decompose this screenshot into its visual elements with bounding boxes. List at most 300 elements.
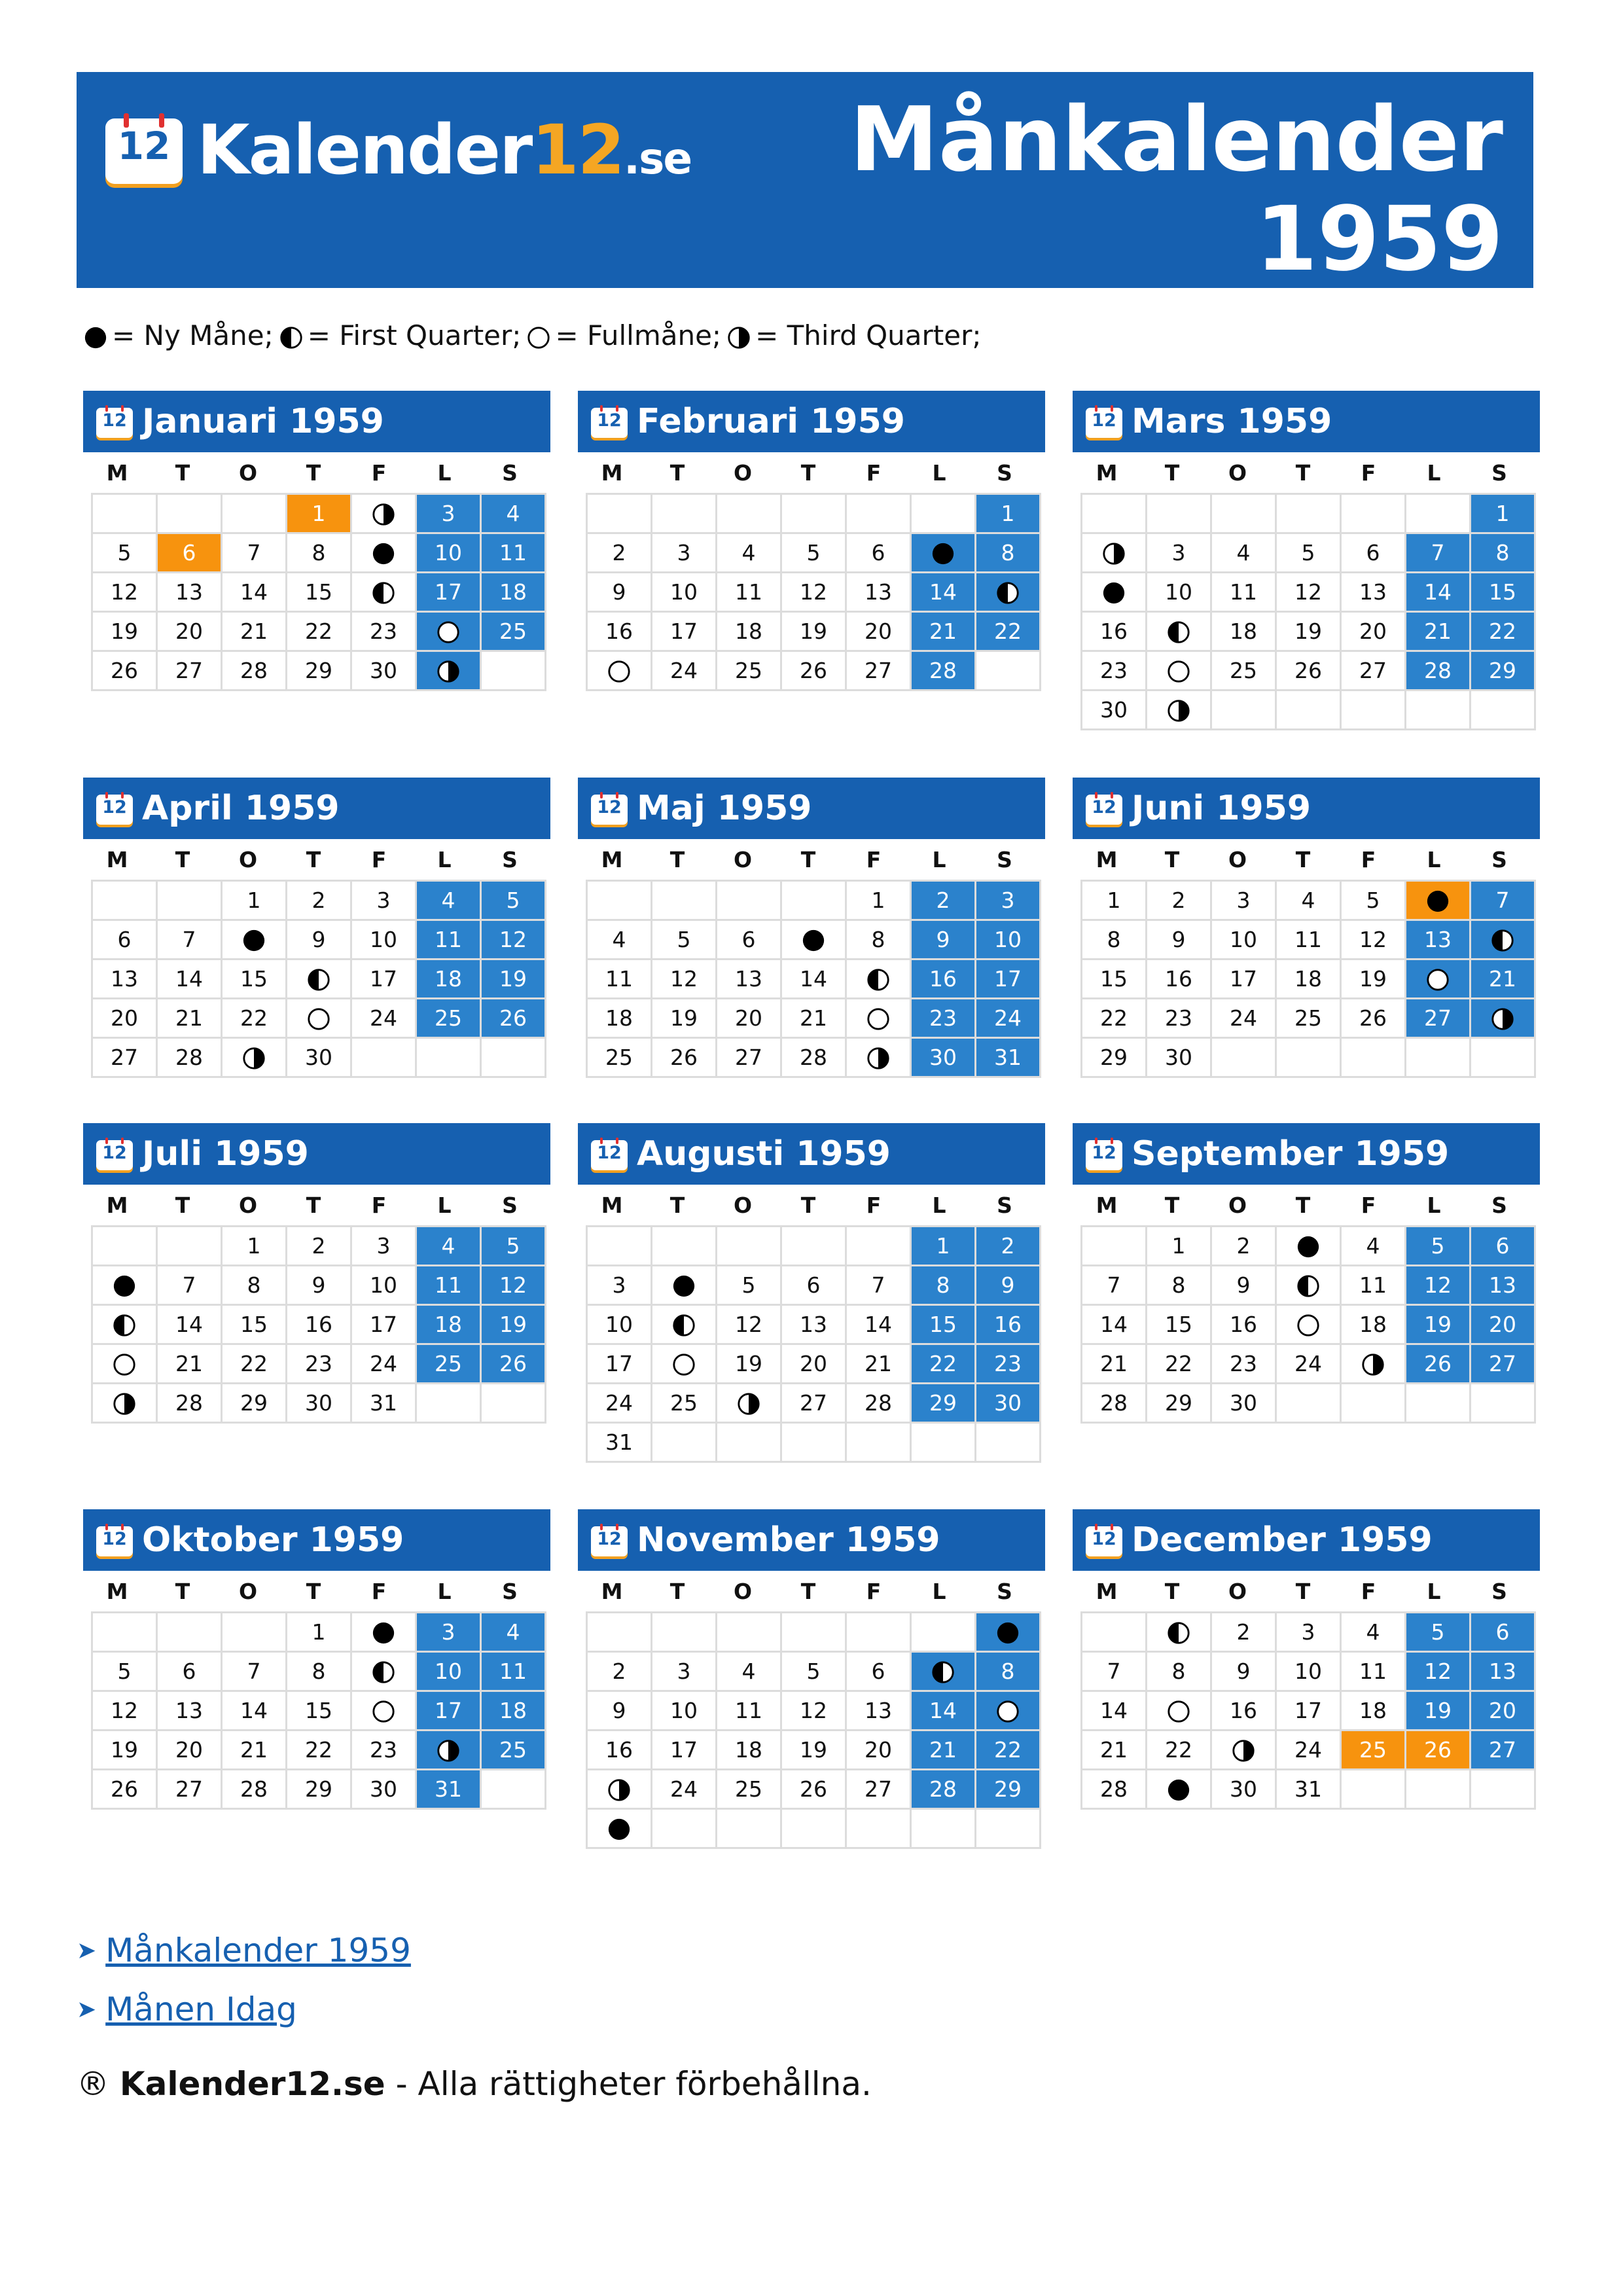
day-cell[interactable]: 11 <box>416 920 481 960</box>
day-cell[interactable]: 26 <box>481 999 546 1038</box>
day-cell[interactable] <box>351 573 416 612</box>
day-cell[interactable]: 9 <box>1211 1652 1276 1691</box>
day-cell[interactable]: 10 <box>351 1266 416 1305</box>
day-cell[interactable]: 18 <box>481 573 546 612</box>
day-cell[interactable]: 5 <box>1406 1227 1471 1266</box>
day-cell[interactable]: 3 <box>1276 1613 1341 1652</box>
day-cell[interactable]: 7 <box>222 533 287 573</box>
day-cell[interactable]: 26 <box>92 651 157 691</box>
day-cell[interactable]: 22 <box>976 1731 1041 1770</box>
day-cell[interactable]: 14 <box>846 1305 911 1344</box>
day-cell[interactable]: 13 <box>846 1691 911 1731</box>
day-cell[interactable]: 22 <box>287 612 351 651</box>
day-cell[interactable]: 23 <box>976 1344 1041 1384</box>
day-cell[interactable]: 17 <box>351 960 416 999</box>
day-cell[interactable]: 16 <box>976 1305 1041 1344</box>
day-cell[interactable]: 13 <box>781 1305 846 1344</box>
day-cell[interactable] <box>416 1731 481 1770</box>
day-cell[interactable]: 14 <box>1082 1305 1147 1344</box>
day-cell[interactable]: 8 <box>1082 920 1147 960</box>
day-cell[interactable] <box>351 533 416 573</box>
day-cell[interactable]: 5 <box>481 1227 546 1266</box>
day-cell[interactable]: 9 <box>1147 920 1211 960</box>
day-cell[interactable]: 6 <box>846 1652 911 1691</box>
day-cell[interactable] <box>587 1809 652 1848</box>
day-cell[interactable]: 8 <box>911 1266 976 1305</box>
day-cell[interactable]: 6 <box>1471 1227 1535 1266</box>
day-cell[interactable]: 20 <box>846 1731 911 1770</box>
day-cell[interactable]: 22 <box>1147 1731 1211 1770</box>
day-cell[interactable]: 26 <box>652 1038 717 1077</box>
day-cell[interactable]: 15 <box>222 960 287 999</box>
day-cell[interactable]: 29 <box>911 1384 976 1423</box>
day-cell[interactable]: 1 <box>287 494 351 533</box>
day-cell[interactable]: 14 <box>911 1691 976 1731</box>
day-cell[interactable]: 21 <box>157 1344 222 1384</box>
day-cell[interactable]: 18 <box>717 1731 781 1770</box>
day-cell[interactable]: 14 <box>157 960 222 999</box>
day-cell[interactable]: 2 <box>1147 881 1211 920</box>
day-cell[interactable]: 27 <box>717 1038 781 1077</box>
day-cell[interactable]: 29 <box>222 1384 287 1423</box>
day-cell[interactable]: 15 <box>911 1305 976 1344</box>
day-cell[interactable]: 11 <box>717 1691 781 1731</box>
day-cell[interactable]: 24 <box>976 999 1041 1038</box>
day-cell[interactable] <box>1341 1344 1406 1384</box>
day-cell[interactable] <box>1471 920 1535 960</box>
day-cell[interactable]: 25 <box>717 1770 781 1809</box>
day-cell[interactable]: 18 <box>481 1691 546 1731</box>
day-cell[interactable]: 25 <box>481 612 546 651</box>
day-cell[interactable]: 17 <box>652 1731 717 1770</box>
day-cell[interactable]: 23 <box>1147 999 1211 1038</box>
day-cell[interactable]: 13 <box>846 573 911 612</box>
day-cell[interactable]: 27 <box>846 1770 911 1809</box>
day-cell[interactable]: 6 <box>846 533 911 573</box>
day-cell[interactable] <box>222 920 287 960</box>
day-cell[interactable] <box>351 1652 416 1691</box>
day-cell[interactable]: 25 <box>1341 1731 1406 1770</box>
day-cell[interactable]: 17 <box>976 960 1041 999</box>
day-cell[interactable]: 20 <box>92 999 157 1038</box>
day-cell[interactable]: 27 <box>1471 1731 1535 1770</box>
day-cell[interactable]: 26 <box>781 651 846 691</box>
day-cell[interactable]: 27 <box>157 651 222 691</box>
day-cell[interactable]: 10 <box>1147 573 1211 612</box>
day-cell[interactable]: 1 <box>1471 494 1535 533</box>
day-cell[interactable]: 14 <box>781 960 846 999</box>
day-cell[interactable] <box>287 999 351 1038</box>
day-cell[interactable]: 1 <box>846 881 911 920</box>
day-cell[interactable]: 10 <box>416 1652 481 1691</box>
day-cell[interactable]: 25 <box>1211 651 1276 691</box>
day-cell[interactable]: 4 <box>1341 1227 1406 1266</box>
day-cell[interactable]: 14 <box>222 1691 287 1731</box>
day-cell[interactable]: 28 <box>1082 1384 1147 1423</box>
day-cell[interactable] <box>652 1305 717 1344</box>
day-cell[interactable]: 18 <box>1341 1691 1406 1731</box>
day-cell[interactable]: 15 <box>1471 573 1535 612</box>
day-cell[interactable] <box>1276 1305 1341 1344</box>
day-cell[interactable] <box>652 1344 717 1384</box>
day-cell[interactable]: 14 <box>1082 1691 1147 1731</box>
day-cell[interactable] <box>911 533 976 573</box>
day-cell[interactable]: 7 <box>222 1652 287 1691</box>
day-cell[interactable] <box>911 1652 976 1691</box>
day-cell[interactable]: 27 <box>1471 1344 1535 1384</box>
day-cell[interactable] <box>1147 612 1211 651</box>
day-cell[interactable] <box>92 1266 157 1305</box>
day-cell[interactable]: 12 <box>92 573 157 612</box>
day-cell[interactable]: 28 <box>1406 651 1471 691</box>
day-cell[interactable]: 5 <box>481 881 546 920</box>
day-cell[interactable]: 5 <box>781 533 846 573</box>
day-cell[interactable]: 2 <box>976 1227 1041 1266</box>
day-cell[interactable]: 31 <box>587 1423 652 1462</box>
day-cell[interactable]: 21 <box>911 612 976 651</box>
day-cell[interactable]: 25 <box>587 1038 652 1077</box>
day-cell[interactable]: 18 <box>416 960 481 999</box>
day-cell[interactable]: 18 <box>416 1305 481 1344</box>
day-cell[interactable] <box>351 494 416 533</box>
day-cell[interactable]: 22 <box>1471 612 1535 651</box>
day-cell[interactable] <box>976 573 1041 612</box>
link-manen-idag-label[interactable]: Månen Idag <box>105 1990 297 2028</box>
day-cell[interactable]: 13 <box>1471 1652 1535 1691</box>
day-cell[interactable]: 21 <box>222 612 287 651</box>
day-cell[interactable] <box>1147 691 1211 730</box>
link-mankalender[interactable] <box>77 1921 411 1980</box>
day-cell[interactable]: 8 <box>846 920 911 960</box>
day-cell[interactable]: 8 <box>976 1652 1041 1691</box>
day-cell[interactable]: 26 <box>92 1770 157 1809</box>
link-mankalender-label[interactable]: Månkalender 1959 <box>105 1931 411 1969</box>
day-cell[interactable]: 28 <box>157 1038 222 1077</box>
day-cell[interactable]: 1 <box>222 881 287 920</box>
day-cell[interactable]: 5 <box>92 1652 157 1691</box>
day-cell[interactable]: 10 <box>351 920 416 960</box>
day-cell[interactable]: 11 <box>1341 1652 1406 1691</box>
day-cell[interactable] <box>1082 573 1147 612</box>
day-cell[interactable]: 24 <box>351 1344 416 1384</box>
day-cell[interactable]: 30 <box>351 651 416 691</box>
day-cell[interactable]: 18 <box>1211 612 1276 651</box>
day-cell[interactable] <box>1211 1731 1276 1770</box>
day-cell[interactable]: 16 <box>587 612 652 651</box>
day-cell[interactable]: 4 <box>481 494 546 533</box>
day-cell[interactable]: 8 <box>1147 1266 1211 1305</box>
day-cell[interactable]: 5 <box>781 1652 846 1691</box>
day-cell[interactable] <box>1147 651 1211 691</box>
day-cell[interactable]: 9 <box>911 920 976 960</box>
day-cell[interactable]: 5 <box>1341 881 1406 920</box>
day-cell[interactable] <box>1147 1691 1211 1731</box>
day-cell[interactable]: 13 <box>1406 920 1471 960</box>
day-cell[interactable]: 16 <box>287 1305 351 1344</box>
day-cell[interactable]: 3 <box>416 1613 481 1652</box>
day-cell[interactable]: 20 <box>157 612 222 651</box>
day-cell[interactable]: 4 <box>416 1227 481 1266</box>
day-cell[interactable]: 20 <box>781 1344 846 1384</box>
day-cell[interactable]: 6 <box>717 920 781 960</box>
day-cell[interactable]: 19 <box>1406 1691 1471 1731</box>
day-cell[interactable]: 7 <box>1082 1652 1147 1691</box>
day-cell[interactable]: 18 <box>1276 960 1341 999</box>
day-cell[interactable] <box>92 1305 157 1344</box>
day-cell[interactable]: 28 <box>781 1038 846 1077</box>
day-cell[interactable]: 11 <box>481 533 546 573</box>
day-cell[interactable]: 28 <box>222 651 287 691</box>
day-cell[interactable]: 6 <box>1471 1613 1535 1652</box>
day-cell[interactable]: 9 <box>587 1691 652 1731</box>
day-cell[interactable]: 30 <box>1211 1384 1276 1423</box>
day-cell[interactable]: 17 <box>652 612 717 651</box>
day-cell[interactable]: 14 <box>911 573 976 612</box>
day-cell[interactable]: 2 <box>1211 1227 1276 1266</box>
day-cell[interactable] <box>416 612 481 651</box>
day-cell[interactable]: 27 <box>846 651 911 691</box>
day-cell[interactable]: 15 <box>1082 960 1147 999</box>
day-cell[interactable]: 13 <box>717 960 781 999</box>
day-cell[interactable]: 15 <box>287 1691 351 1731</box>
day-cell[interactable]: 25 <box>1276 999 1341 1038</box>
day-cell[interactable]: 7 <box>846 1266 911 1305</box>
day-cell[interactable]: 26 <box>1276 651 1341 691</box>
day-cell[interactable]: 3 <box>1147 533 1211 573</box>
day-cell[interactable]: 27 <box>1406 999 1471 1038</box>
day-cell[interactable] <box>1471 999 1535 1038</box>
day-cell[interactable]: 27 <box>1341 651 1406 691</box>
day-cell[interactable]: 22 <box>222 999 287 1038</box>
day-cell[interactable] <box>92 1384 157 1423</box>
day-cell[interactable]: 13 <box>157 573 222 612</box>
day-cell[interactable]: 21 <box>846 1344 911 1384</box>
day-cell[interactable]: 16 <box>1147 960 1211 999</box>
day-cell[interactable]: 16 <box>1082 612 1147 651</box>
day-cell[interactable]: 30 <box>287 1384 351 1423</box>
day-cell[interactable]: 30 <box>1147 1038 1211 1077</box>
day-cell[interactable]: 2 <box>287 1227 351 1266</box>
day-cell[interactable]: 21 <box>1082 1731 1147 1770</box>
day-cell[interactable]: 20 <box>157 1731 222 1770</box>
day-cell[interactable]: 31 <box>976 1038 1041 1077</box>
day-cell[interactable]: 4 <box>587 920 652 960</box>
day-cell[interactable]: 20 <box>1471 1305 1535 1344</box>
day-cell[interactable]: 18 <box>717 612 781 651</box>
day-cell[interactable]: 3 <box>416 494 481 533</box>
day-cell[interactable]: 17 <box>416 1691 481 1731</box>
day-cell[interactable]: 29 <box>1471 651 1535 691</box>
day-cell[interactable]: 9 <box>1211 1266 1276 1305</box>
day-cell[interactable]: 10 <box>652 1691 717 1731</box>
day-cell[interactable]: 11 <box>717 573 781 612</box>
day-cell[interactable]: 12 <box>481 1266 546 1305</box>
day-cell[interactable]: 24 <box>351 999 416 1038</box>
day-cell[interactable]: 17 <box>1276 1691 1341 1731</box>
day-cell[interactable]: 21 <box>157 999 222 1038</box>
day-cell[interactable]: 12 <box>481 920 546 960</box>
day-cell[interactable]: 19 <box>1276 612 1341 651</box>
day-cell[interactable]: 3 <box>587 1266 652 1305</box>
day-cell[interactable]: 30 <box>287 1038 351 1077</box>
day-cell[interactable]: 4 <box>717 533 781 573</box>
day-cell[interactable]: 13 <box>157 1691 222 1731</box>
day-cell[interactable]: 6 <box>157 1652 222 1691</box>
day-cell[interactable]: 26 <box>1341 999 1406 1038</box>
day-cell[interactable]: 22 <box>976 612 1041 651</box>
day-cell[interactable] <box>781 920 846 960</box>
day-cell[interactable]: 11 <box>481 1652 546 1691</box>
day-cell[interactable]: 9 <box>287 1266 351 1305</box>
day-cell[interactable]: 15 <box>287 573 351 612</box>
day-cell[interactable]: 5 <box>717 1266 781 1305</box>
day-cell[interactable]: 9 <box>976 1266 1041 1305</box>
day-cell[interactable] <box>351 1613 416 1652</box>
day-cell[interactable]: 22 <box>287 1731 351 1770</box>
day-cell[interactable]: 22 <box>911 1344 976 1384</box>
day-cell[interactable]: 21 <box>1082 1344 1147 1384</box>
day-cell[interactable]: 2 <box>587 1652 652 1691</box>
day-cell[interactable]: 29 <box>976 1770 1041 1809</box>
day-cell[interactable]: 31 <box>1276 1770 1341 1809</box>
day-cell[interactable]: 5 <box>652 920 717 960</box>
day-cell[interactable] <box>287 960 351 999</box>
day-cell[interactable]: 9 <box>587 573 652 612</box>
day-cell[interactable]: 24 <box>1276 1731 1341 1770</box>
day-cell[interactable]: 7 <box>1082 1266 1147 1305</box>
day-cell[interactable]: 25 <box>481 1731 546 1770</box>
day-cell[interactable]: 12 <box>1406 1266 1471 1305</box>
day-cell[interactable]: 31 <box>416 1770 481 1809</box>
day-cell[interactable]: 7 <box>157 920 222 960</box>
day-cell[interactable] <box>92 1344 157 1384</box>
day-cell[interactable]: 7 <box>1406 533 1471 573</box>
day-cell[interactable]: 4 <box>481 1613 546 1652</box>
day-cell[interactable]: 16 <box>587 1731 652 1770</box>
day-cell[interactable] <box>1406 960 1471 999</box>
day-cell[interactable]: 11 <box>416 1266 481 1305</box>
day-cell[interactable]: 30 <box>911 1038 976 1077</box>
day-cell[interactable]: 15 <box>1147 1305 1211 1344</box>
day-cell[interactable]: 11 <box>1211 573 1276 612</box>
day-cell[interactable]: 28 <box>911 1770 976 1809</box>
day-cell[interactable]: 9 <box>287 920 351 960</box>
day-cell[interactable]: 21 <box>1406 612 1471 651</box>
day-cell[interactable]: 5 <box>1276 533 1341 573</box>
day-cell[interactable]: 13 <box>92 960 157 999</box>
day-cell[interactable]: 2 <box>587 533 652 573</box>
day-cell[interactable]: 23 <box>911 999 976 1038</box>
day-cell[interactable]: 24 <box>652 1770 717 1809</box>
day-cell[interactable]: 11 <box>1276 920 1341 960</box>
day-cell[interactable]: 20 <box>846 612 911 651</box>
day-cell[interactable]: 4 <box>1276 881 1341 920</box>
day-cell[interactable]: 1 <box>1147 1227 1211 1266</box>
day-cell[interactable]: 1 <box>976 494 1041 533</box>
day-cell[interactable]: 23 <box>287 1344 351 1384</box>
day-cell[interactable]: 6 <box>781 1266 846 1305</box>
site-logo[interactable] <box>105 107 691 192</box>
day-cell[interactable]: 29 <box>287 1770 351 1809</box>
day-cell[interactable] <box>1147 1770 1211 1809</box>
day-cell[interactable]: 1 <box>222 1227 287 1266</box>
day-cell[interactable]: 4 <box>416 881 481 920</box>
day-cell[interactable] <box>1082 533 1147 573</box>
day-cell[interactable] <box>1276 1266 1341 1305</box>
day-cell[interactable]: 30 <box>1082 691 1147 730</box>
day-cell[interactable]: 15 <box>222 1305 287 1344</box>
day-cell[interactable]: 16 <box>1211 1305 1276 1344</box>
day-cell[interactable]: 18 <box>587 999 652 1038</box>
day-cell[interactable]: 12 <box>652 960 717 999</box>
day-cell[interactable] <box>1276 1227 1341 1266</box>
day-cell[interactable]: 17 <box>416 573 481 612</box>
day-cell[interactable]: 25 <box>652 1384 717 1423</box>
day-cell[interactable] <box>652 1266 717 1305</box>
day-cell[interactable]: 1 <box>911 1227 976 1266</box>
day-cell[interactable]: 21 <box>911 1731 976 1770</box>
day-cell[interactable]: 30 <box>976 1384 1041 1423</box>
day-cell[interactable]: 21 <box>781 999 846 1038</box>
day-cell[interactable] <box>416 651 481 691</box>
day-cell[interactable]: 19 <box>481 1305 546 1344</box>
day-cell[interactable]: 10 <box>976 920 1041 960</box>
day-cell[interactable]: 21 <box>222 1731 287 1770</box>
day-cell[interactable]: 17 <box>587 1344 652 1384</box>
day-cell[interactable]: 3 <box>351 881 416 920</box>
day-cell[interactable]: 10 <box>587 1305 652 1344</box>
day-cell[interactable]: 25 <box>416 999 481 1038</box>
day-cell[interactable] <box>1406 881 1471 920</box>
day-cell[interactable]: 11 <box>1341 1266 1406 1305</box>
day-cell[interactable] <box>976 1613 1041 1652</box>
day-cell[interactable]: 8 <box>287 533 351 573</box>
day-cell[interactable]: 17 <box>351 1305 416 1344</box>
day-cell[interactable] <box>587 651 652 691</box>
day-cell[interactable]: 27 <box>781 1384 846 1423</box>
day-cell[interactable]: 14 <box>1406 573 1471 612</box>
day-cell[interactable]: 22 <box>1147 1344 1211 1384</box>
day-cell[interactable]: 8 <box>976 533 1041 573</box>
day-cell[interactable]: 30 <box>1211 1770 1276 1809</box>
day-cell[interactable]: 1 <box>287 1613 351 1652</box>
day-cell[interactable] <box>587 1770 652 1809</box>
day-cell[interactable]: 10 <box>652 573 717 612</box>
day-cell[interactable]: 27 <box>157 1770 222 1809</box>
day-cell[interactable]: 24 <box>1211 999 1276 1038</box>
day-cell[interactable]: 26 <box>781 1770 846 1809</box>
day-cell[interactable]: 19 <box>717 1344 781 1384</box>
day-cell[interactable]: 4 <box>1211 533 1276 573</box>
day-cell[interactable]: 29 <box>287 651 351 691</box>
day-cell[interactable]: 6 <box>157 533 222 573</box>
day-cell[interactable] <box>846 1038 911 1077</box>
day-cell[interactable]: 20 <box>1471 1691 1535 1731</box>
day-cell[interactable]: 21 <box>1471 960 1535 999</box>
day-cell[interactable]: 12 <box>1406 1652 1471 1691</box>
day-cell[interactable]: 8 <box>222 1266 287 1305</box>
day-cell[interactable]: 6 <box>1341 533 1406 573</box>
day-cell[interactable]: 26 <box>1406 1731 1471 1770</box>
day-cell[interactable]: 23 <box>351 612 416 651</box>
day-cell[interactable]: 10 <box>416 533 481 573</box>
day-cell[interactable]: 2 <box>911 881 976 920</box>
day-cell[interactable]: 5 <box>1406 1613 1471 1652</box>
day-cell[interactable]: 3 <box>652 533 717 573</box>
day-cell[interactable]: 30 <box>351 1770 416 1809</box>
day-cell[interactable]: 11 <box>587 960 652 999</box>
day-cell[interactable]: 10 <box>1276 1652 1341 1691</box>
